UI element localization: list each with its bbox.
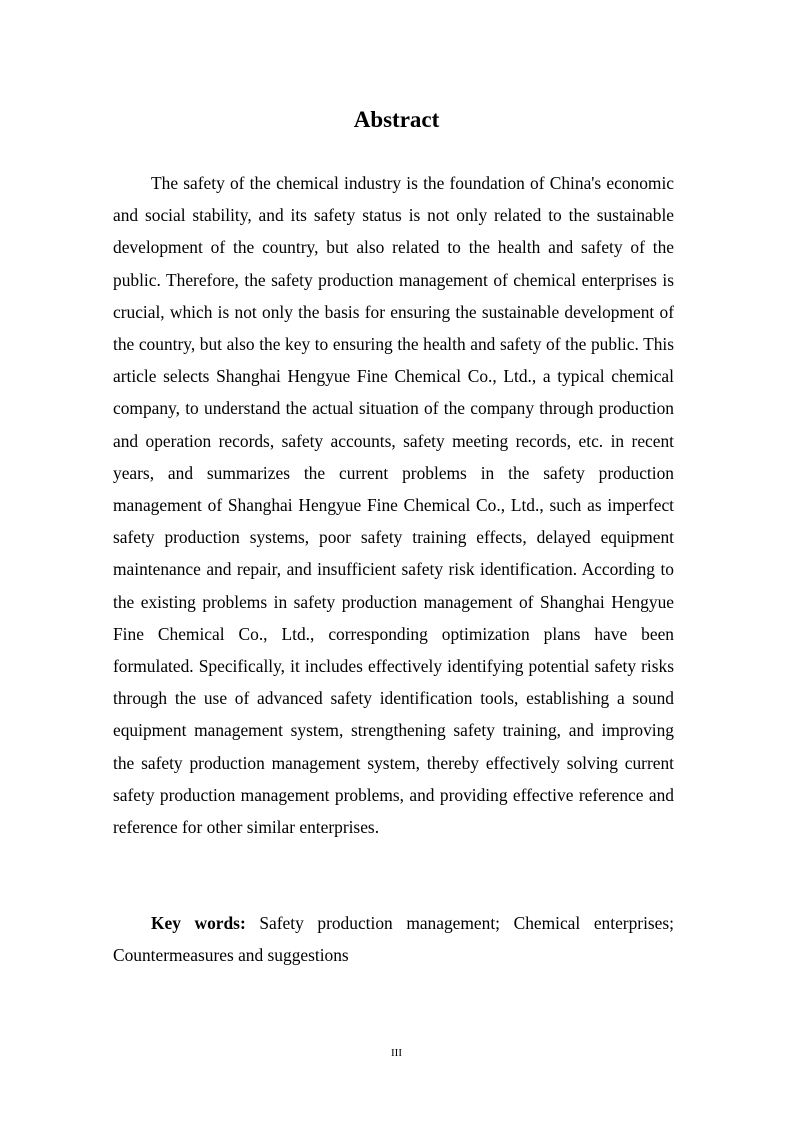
page-number: III [391, 1047, 402, 1059]
keywords-text: Safety production management; Chemical enterprises; Countermeasures and suggestions [113, 913, 674, 966]
keywords-paragraph [113, 907, 674, 971]
abstract-paragraph: The safety of the chemical industry is the foundation of China's economic and social stability, and its safety status is not only related to the sustainable development of the country, but also related to the health and safety of the public. Therefore, the safety production management of chemical enterprises is crucial, which is not only the basis for ensuring the sustainable development of the country, but also the key to ensuring the health and safety of the public. This article selects Shanghai Hengyue Fine Chemical Co., Ltd., a typical chemical company, to understand the actual situation of the company through production and operation records, safety accounts, safety meeting records, etc. in recent years, and summarizes the current problems in the safety production management of Shanghai Hengyue Fine Chemical Co., Ltd., such as imperfect safety production systems, poor safety training effects, delayed equipment maintenance and repair, and insufficient safety risk identification. According to the existing problems in safety production management of Shanghai Hengyue Fine Chemical Co., Ltd., corresponding optimization plans have been formulated. Specifically, it includes effectively identifying potential safety risks through the use of advanced safety identification tools, establishing a sound equipment management system, strengthening safety training, and improving the safety production management system, thereby effectively solving current safety production management problems, and providing effective reference and reference for other similar enterprises. [113, 173, 674, 838]
keywords-label: Key words: [151, 913, 246, 933]
page-title: Abstract [353, 107, 440, 132]
